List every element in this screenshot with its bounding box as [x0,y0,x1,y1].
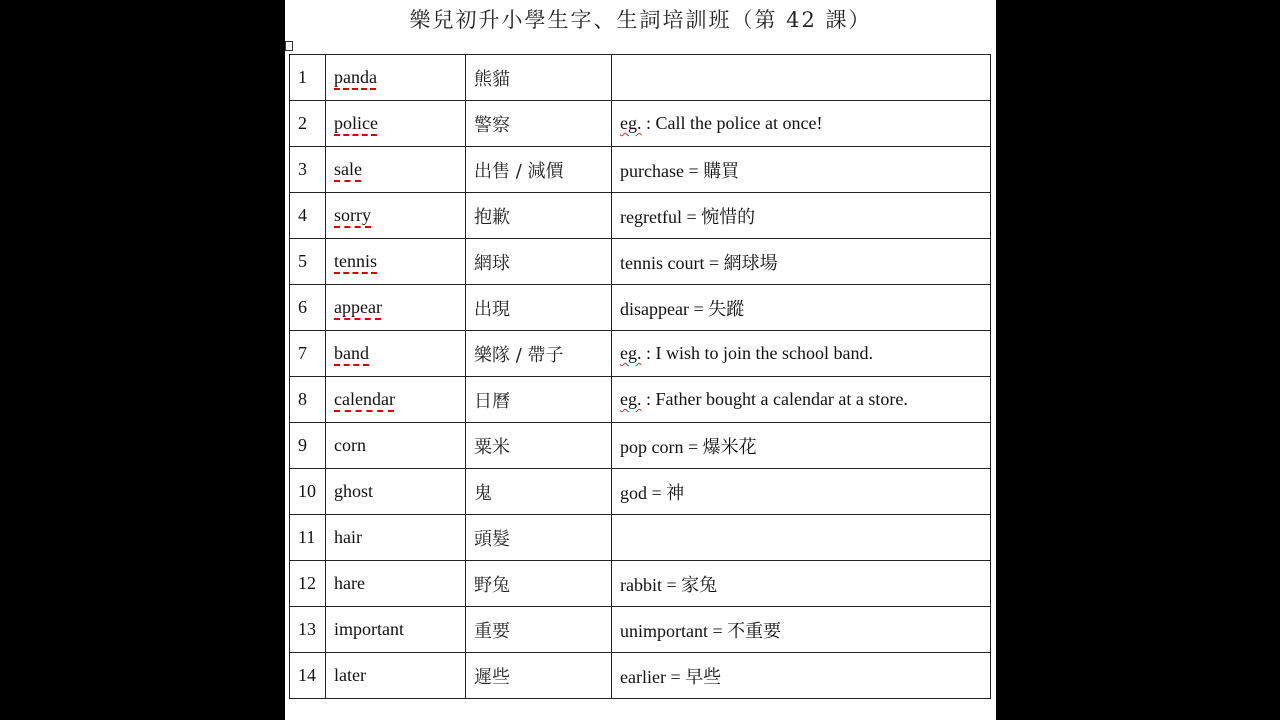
note-cell [612,423,991,469]
note-text: : I wish to join the school band. [641,343,873,363]
row-number: 8 [290,377,326,423]
table-row [290,285,991,331]
note-text: pop corn = 爆米花 [620,436,757,457]
vocabulary-table [289,54,991,699]
word-text: panda [334,67,377,87]
chinese-meaning: 出售 / 減價 [466,147,612,193]
table-row [290,515,991,561]
english-word [326,423,466,469]
note-text: disappear = 失蹤 [620,298,745,319]
word-text: calendar [334,389,395,409]
word-text: sorry [334,205,371,225]
chinese-meaning: 野兔 [466,561,612,607]
note-cell [612,653,991,699]
table-row [290,377,991,423]
chinese-meaning: 重要 [466,607,612,653]
note-cell [612,561,991,607]
row-number: 5 [290,239,326,285]
english-word [326,377,466,423]
word-text: ghost [334,481,374,501]
word-text: appear [334,297,382,317]
english-word [326,55,466,101]
row-number: 2 [290,101,326,147]
english-word [326,285,466,331]
word-text: band [334,343,369,363]
word-text: important [334,619,404,639]
note-text: : Father bought a calendar at a store. [641,389,908,409]
note-text: earlier = 早些 [620,666,722,687]
table-row [290,239,991,285]
row-number: 3 [290,147,326,193]
english-word [326,331,466,377]
chinese-meaning: 警察 [466,101,612,147]
chinese-meaning: 鬼 [466,469,612,515]
row-number: 13 [290,607,326,653]
table-row [290,561,991,607]
english-word [326,101,466,147]
note-text: : Call the police at once! [641,113,823,133]
note-cell [612,515,991,561]
english-word [326,607,466,653]
note-cell [612,147,991,193]
note-cell [612,469,991,515]
chinese-meaning: 頭髮 [466,515,612,561]
english-word [326,653,466,699]
note-cell [612,331,991,377]
note-prefix: eg. [620,343,642,363]
word-text: corn [334,435,366,455]
note-text: tennis court = 網球場 [620,252,778,273]
row-number: 11 [290,515,326,561]
table-row [290,653,991,699]
english-word [326,469,466,515]
english-word [326,239,466,285]
table-row [290,55,991,101]
table-row [290,101,991,147]
word-text: hare [334,573,365,593]
chinese-meaning: 遲些 [466,653,612,699]
chinese-meaning: 抱歉 [466,193,612,239]
table-row [290,193,991,239]
word-text: sale [334,159,362,179]
note-text: rabbit = 家兔 [620,574,718,595]
document-page [285,0,996,720]
table-row [290,469,991,515]
row-number: 9 [290,423,326,469]
chinese-meaning: 網球 [466,239,612,285]
note-cell [612,55,991,101]
row-number: 6 [290,285,326,331]
note-cell [612,101,991,147]
row-number: 7 [290,331,326,377]
table-move-handle-icon[interactable] [285,41,293,51]
note-cell [612,193,991,239]
english-word [326,515,466,561]
page-title: 樂兒初升小學生字、生詞培訓班（第 42 課） [409,8,872,32]
table-row [290,423,991,469]
word-text: hair [334,527,362,547]
word-text: police [334,113,378,133]
note-cell [612,377,991,423]
note-prefix: eg. [620,113,642,133]
table-row [290,147,991,193]
note-prefix: eg. [620,389,642,409]
row-number: 4 [290,193,326,239]
note-cell [612,607,991,653]
note-text: regretful = 惋惜的 [620,206,756,227]
chinese-meaning: 粟米 [466,423,612,469]
table-row [290,607,991,653]
row-number: 1 [290,55,326,101]
note-text: god = 神 [620,482,685,503]
english-word [326,147,466,193]
note-cell [612,239,991,285]
note-cell [612,285,991,331]
word-text: tennis [334,251,377,271]
row-number: 12 [290,561,326,607]
chinese-meaning: 出現 [466,285,612,331]
note-text: purchase = 購買 [620,160,740,181]
note-text: unimportant = 不重要 [620,620,782,641]
row-number: 14 [290,653,326,699]
chinese-meaning: 樂隊 / 帶子 [466,331,612,377]
chinese-meaning: 熊貓 [466,55,612,101]
word-text: later [334,665,366,685]
row-number: 10 [290,469,326,515]
chinese-meaning: 日曆 [466,377,612,423]
table-row [290,331,991,377]
english-word [326,561,466,607]
english-word [326,193,466,239]
